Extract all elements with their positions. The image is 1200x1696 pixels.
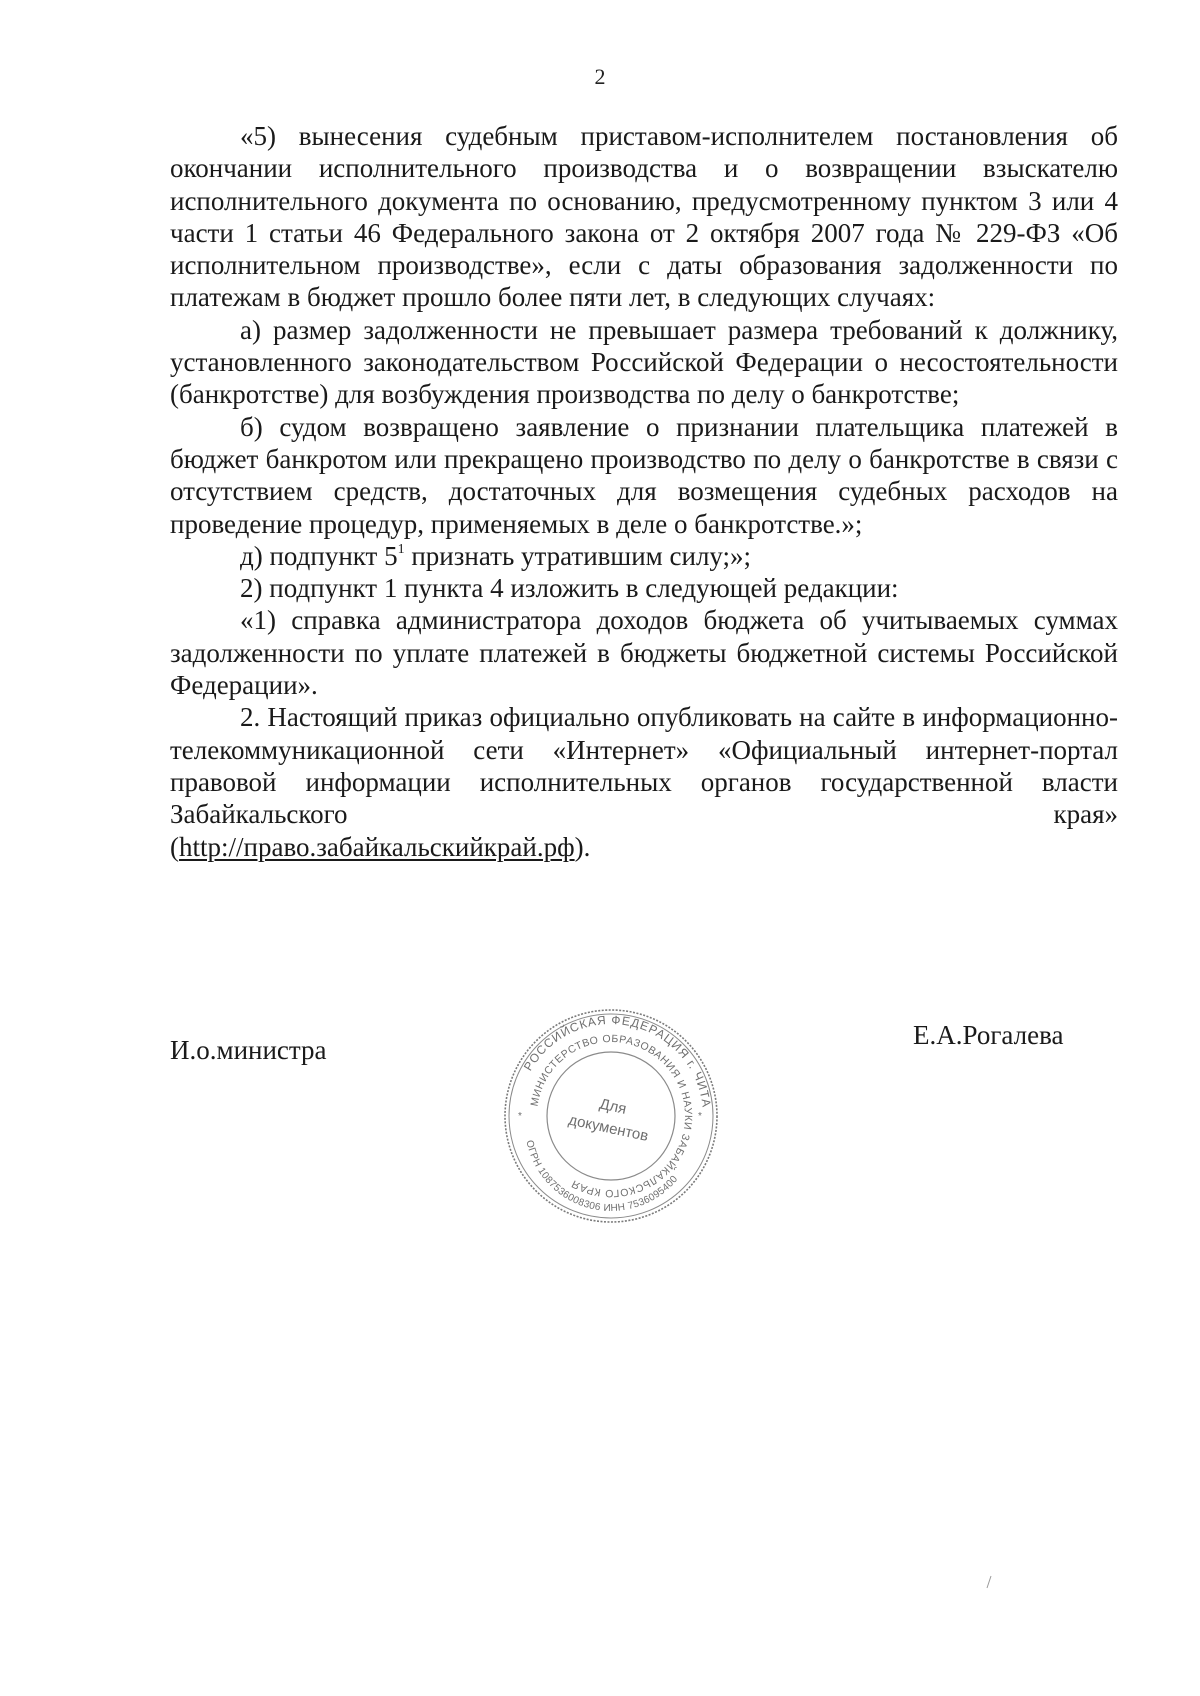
seal-ring-text: МИНИСТЕРСТВО ОБРАЗОВАНИЯ И НАУКИ ЗАБАЙКАЛЬСКОГО КРАЯ [528,1032,695,1200]
paragraph-item-5: «5) вынесения судебным приставом-исполнителем постановления об окончании исполнительного производства и о возвращении взыскателю исполнительного документа по основанию, предусмотренному пунктом 3 или 4 части 1 статьи 46 Федерального закона от 2 октября 2007 года № 229-ФЗ «Об исполнительном производстве», если с даты образования задолженности по платежам в бюджет прошло более пяти лет, в следующих случаях: [170,121,1118,313]
seal-number-text: ОГРН 1087536008306 ИНН 7536095400 [523,1139,681,1215]
seal-star-right: * [698,1111,702,1122]
paragraph-item-2: 2) подпункт 1 пункта 4 изложить в следующей редакции: [240,573,899,604]
paragraph-subitem-a: а) размер задолженности не превышает размера требований к должнику, установленного законодательством Российской Федерации о несостоятельности (банкротстве) для возбуждения производства по делу о банкротстве; [170,314,1118,410]
portal-link[interactable]: http://право.забайкальскийкрай.рф [179,831,575,862]
seal-star-left: * [518,1111,522,1122]
paragraph-subitem-b: б) судом возвращено заявление о признании плательщика платежей в бюджет банкротом или прекращено производство по делу о банкротстве в связи с отсутствием средств, достаточных для возмещения судебных расходов на проведение процедур, применяемых в деле о банкротстве.»; [170,411,1118,539]
link-close-paren: ). [574,831,591,862]
seal-center-line-2: документов [566,1111,650,1145]
seal-center-line-1: Для [597,1095,628,1118]
subitem-d-after: признать утратившим силу;»; [404,540,752,571]
document-body [170,120,1118,863]
link-open-paren: ( [170,831,179,862]
scan-artifact-mark [985,1575,993,1589]
seal-inner-ring [547,1052,675,1180]
paragraph-subitem-d [170,540,1118,572]
paragraph-publish: 2. Настоящий приказ официально опубликовать на сайте в информационно-телекоммуникационной сети «Интернет» «Официальный интернет-портал правовой информации исполнительных органов государственной власти Забайкальского края» [170,702,1118,830]
seal-outer-text: РОССИЙСКАЯ ФЕДЕРАЦИЯ г. ЧИТА [520,1012,714,1109]
superscript-one: 1 [397,541,405,557]
official-seal-stamp [500,1005,722,1227]
paragraph-publish-link [170,831,1118,863]
signature-name: Е.А.Рогалева [913,1020,1064,1050]
subitem-d-before: д) подпункт 5 [240,540,398,571]
signature-position: И.о.министра [170,1035,327,1065]
paragraph-new-item-1: «1) справка администратора доходов бюджета об учитываемых суммах задолженности по уплате платежей в бюджеты бюджетной системы Российской Федерации». [170,605,1118,701]
page-number: 2 [594,64,606,89]
